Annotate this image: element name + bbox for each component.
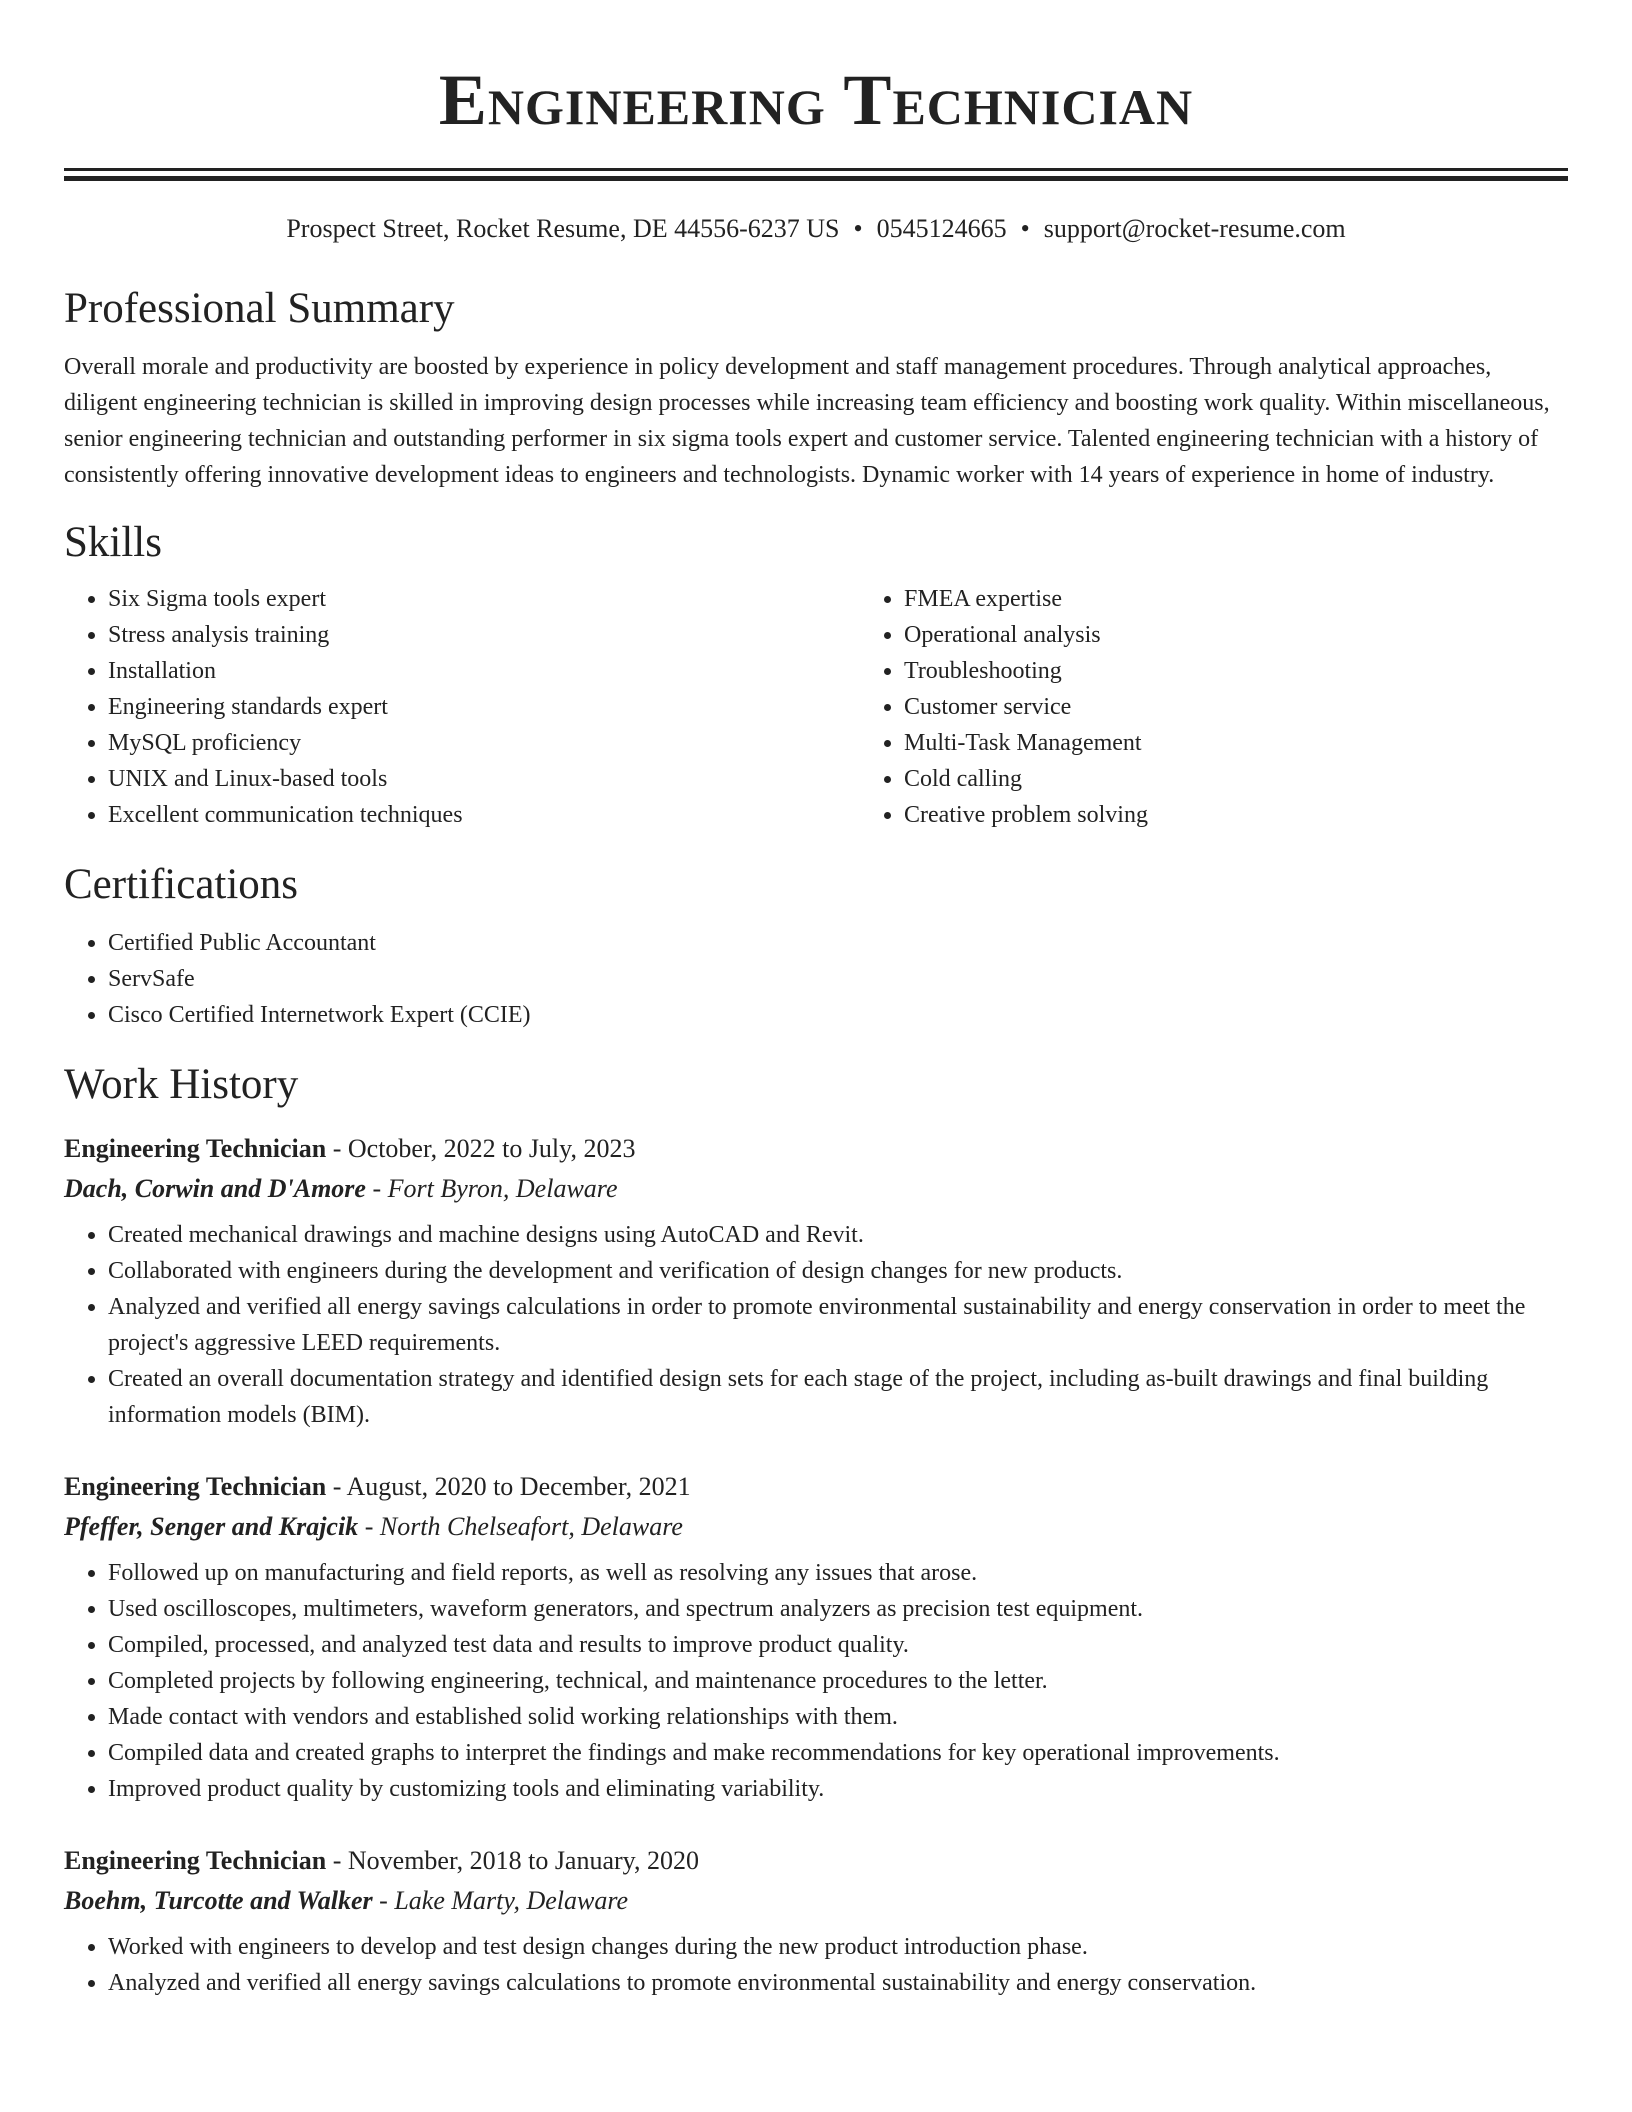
job-bullet: • Compiled data and created graphs to interpret the findings and make recommendations for key operational improvements. (108, 1735, 1568, 1771)
job-location: - Fort Byron, Delaware (365, 1174, 618, 1203)
certification-item: • Certified Public Accountant (108, 925, 1568, 961)
job-entry (64, 1841, 1568, 2001)
job-dates: - October, 2022 to July, 2023 (326, 1134, 636, 1163)
skill-item: • Stress analysis training (108, 617, 860, 653)
job-title: Engineering Technician (64, 1846, 327, 1875)
certification-item: • Cisco Certified Internetwork Expert (CCIE) (108, 997, 1568, 1033)
job-bullet: • Analyzed and verified all energy savings calculations in order to promote environmental sustainability and energy conservation in order to meet the project's aggressive LEED requirements. (108, 1289, 1568, 1361)
skill-item: • Customer service (904, 689, 1632, 725)
skills-columns (64, 581, 1568, 833)
job-company: Boehm, Turcotte and Walker (64, 1886, 373, 1915)
skill-item: • Troubleshooting (904, 653, 1632, 689)
job-bullet: • Created mechanical drawings and machine designs using AutoCAD and Revit. (108, 1217, 1568, 1253)
skill-item: • Operational analysis (904, 617, 1632, 653)
job-location: - North Chelseafort, Delaware (358, 1512, 683, 1541)
job-bullet: • Worked with engineers to develop and test design changes during the new product introduction phase. (108, 1929, 1568, 1965)
contact-separator: • (853, 214, 863, 243)
skill-item: • Creative problem solving (904, 797, 1632, 833)
title-divider-bottom (64, 176, 1568, 181)
skill-item: • Engineering standards expert (108, 689, 860, 725)
job-bullet: • Improved product quality by customizing tools and eliminating variability. (108, 1771, 1568, 1807)
job-bullet: • Followed up on manufacturing and field reports, as well as resolving any issues that arose. (108, 1555, 1568, 1591)
job-bullet: • Analyzed and verified all energy savings calculations to promote environmental sustainability and energy conservation. (108, 1965, 1568, 2001)
summary-heading: Professional Summary (64, 285, 455, 332)
job-entry (64, 1129, 1568, 1433)
job-entry (64, 1467, 1568, 1807)
job-bullets (64, 1217, 1568, 1433)
contact-address: Prospect Street, Rocket Resume, DE 44556-6237 US (286, 214, 840, 243)
job-location: - Lake Marty, Delaware (372, 1886, 629, 1915)
job-dates: - November, 2018 to January, 2020 (326, 1846, 699, 1875)
job-bullet: • Completed projects by following engineering, technical, and maintenance procedures to the letter. (108, 1663, 1568, 1699)
skill-item: • FMEA expertise (904, 581, 1632, 617)
job-title-line (64, 1467, 1568, 1507)
job-bullet: • Made contact with vendors and established solid working relationships with them. (108, 1699, 1568, 1735)
job-company: Dach, Corwin and D'Amore (64, 1174, 366, 1203)
skill-item: • Multi-Task Management (904, 725, 1632, 761)
job-bullets (64, 1929, 1568, 2001)
summary-text: Overall morale and productivity are boosted by experience in policy development and staff management procedures. Through analytical approaches, diligent engineering technician is skilled in improving design processes while increasing team efficiency and boosting work quality. Within miscellaneous, senior engineering technician and outstanding performer in six sigma tools expert and customer service. Talented engineering technician with a history of consistently offering innovative development ideas to engineers and technologists. Dynamic worker with 14 years of experience in home of industry. (64, 354, 1550, 488)
contact-separator: • (1020, 214, 1030, 243)
job-dates: - August, 2020 to December, 2021 (326, 1472, 691, 1501)
contact-line (64, 211, 1568, 247)
resume-page (64, 0, 1568, 2001)
job-company-line (64, 1881, 1568, 1921)
skills-list-right (860, 581, 1632, 833)
job-bullet: • Created an overall documentation strategy and identified design sets for each stage of the project, including as-built drawings and final building information models (BIM). (108, 1361, 1568, 1433)
resume-title: Engineering Technician (438, 60, 1194, 140)
job-bullet: • Used oscilloscopes, multimeters, waveform generators, and spectrum analyzers as precision test equipment. (108, 1591, 1568, 1627)
job-bullet: • Compiled, processed, and analyzed test data and results to improve product quality. (108, 1627, 1568, 1663)
skill-item: • Cold calling (904, 761, 1632, 797)
contact-email: support@rocket-resume.com (1043, 214, 1346, 243)
skills-list-left (64, 581, 860, 833)
job-bullets (64, 1555, 1568, 1807)
contact-phone: 0545124665 (876, 214, 1007, 243)
job-title-line (64, 1129, 1568, 1169)
job-title: Engineering Technician (64, 1472, 327, 1501)
title-divider-top (64, 168, 1568, 171)
job-company-line (64, 1507, 1568, 1547)
certifications-heading: Certifications (64, 861, 299, 908)
job-company: Pfeffer, Senger and Krajcik (64, 1512, 359, 1541)
certifications-list (64, 925, 1568, 1033)
skill-item: • Excellent communication techniques (108, 797, 860, 833)
skill-item: • MySQL proficiency (108, 725, 860, 761)
skills-heading: Skills (64, 519, 162, 566)
job-title-line (64, 1841, 1568, 1881)
job-company-line (64, 1169, 1568, 1209)
work-history-heading: Work History (64, 1061, 299, 1108)
skill-item: • UNIX and Linux-based tools (108, 761, 860, 797)
certification-item: • ServSafe (108, 961, 1568, 997)
job-bullet: • Collaborated with engineers during the development and verification of design changes for new products. (108, 1253, 1568, 1289)
skill-item: • Installation (108, 653, 860, 689)
job-title: Engineering Technician (64, 1134, 327, 1163)
skill-item: • Six Sigma tools expert (108, 581, 860, 617)
